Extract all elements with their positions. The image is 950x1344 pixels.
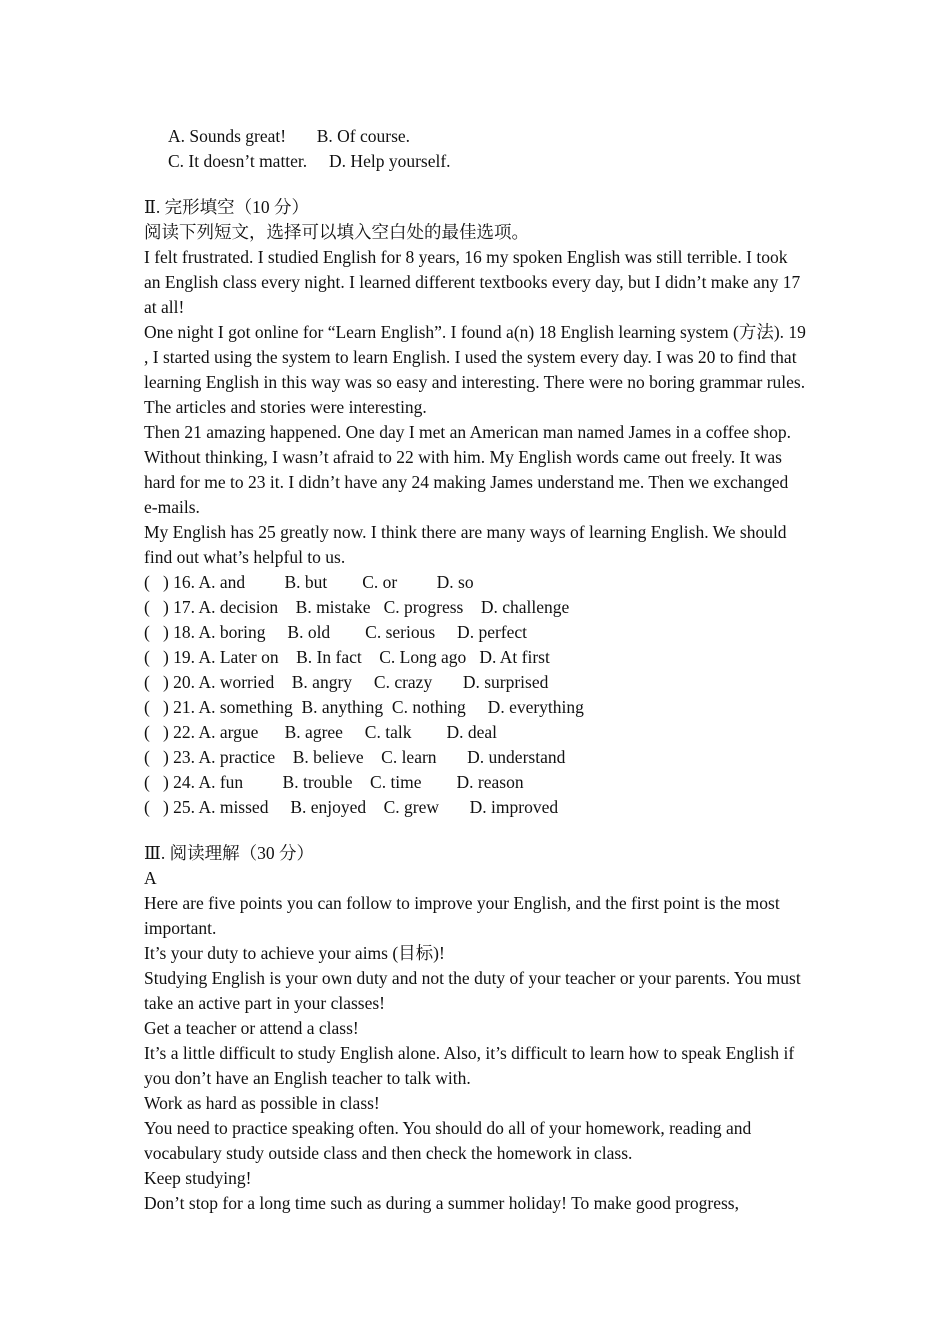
cloze-question: ( ) 19. A. Later on B. In fact C. Long ago D. At first	[144, 647, 550, 667]
reading-line: Don’t stop for a long time such as during a summer holiday! To make good progress,	[144, 1193, 739, 1213]
cloze-question: ( ) 24. A. fun B. trouble C. time D. reason	[144, 772, 524, 792]
spacer	[144, 820, 806, 841]
cloze-paragraph: My English has 25 greatly now. I think there are many ways of learning English. We should find out what’s helpful to us.	[144, 522, 787, 567]
reading-line: Here are five points you can follow to improve your English, and the first point is the most important.	[144, 893, 780, 938]
reading-line: Studying English is your own duty and not the duty of your teacher or your parents. You must take an active part in your classes!	[144, 968, 801, 1013]
section-3-title: Ⅲ. 阅读理解（30 分）	[144, 843, 315, 863]
cloze-paragraph: One night I got online for “Learn English”. I found a(n) 18 English learning system (方法). 19 , I started using the system to learn English. I used the system every day. I was 20 to find that learning English in this way was so easy and interesting. There were no boring grammar rules. The articles and stories were interesting.	[144, 322, 806, 417]
cloze-question: ( ) 20. A. worried B. angry C. crazy D. surprised	[144, 672, 549, 692]
option-line: A. Sounds great! B. Of course.	[168, 126, 411, 146]
reading-line: It’s a little difficult to study English alone. Also, it’s difficult to learn how to speak English if you don’t have an English teacher to talk with.	[144, 1043, 795, 1088]
passage-label: A	[144, 868, 157, 888]
cloze-question: ( ) 18. A. boring B. old C. serious D. perfect	[144, 622, 528, 642]
spacer	[144, 174, 806, 195]
document-page	[144, 124, 806, 1216]
reading-heading: It’s your duty to achieve your aims (目标)!	[144, 943, 445, 963]
cloze-paragraph: I felt frustrated. I studied English for 8 years, 16 my spoken English was still terrible. I took an English class every night. I learned different textbooks every day, but I didn’t make any 17 at all!	[144, 247, 801, 317]
reading-heading: Work as hard as possible in class!	[144, 1093, 380, 1113]
option-line: C. It doesn’t matter. D. Help yourself.	[168, 151, 451, 171]
section-2-title: Ⅱ. 完形填空（10 分）	[144, 197, 310, 217]
reading-heading: Keep studying!	[144, 1168, 252, 1188]
cloze-question: ( ) 21. A. something B. anything C. nothing D. everything	[144, 697, 584, 717]
section-2-instruction: 阅读下列短文，选择可以填入空白处的最佳选项。	[144, 222, 529, 242]
cloze-question: ( ) 23. A. practice B. believe C. learn D. understand	[144, 747, 566, 767]
cloze-question: ( ) 22. A. argue B. agree C. talk D. deal	[144, 722, 497, 742]
reading-heading: Get a teacher or attend a class!	[144, 1018, 359, 1038]
cloze-paragraph: Then 21 amazing happened. One day I met an American man named James in a coffee shop. Without thinking, I wasn’t afraid to 22 with him. My English words came out freely. It was hard for me to 23 it. I didn’t have any 24 making James understand me. Then we exchanged e-mails.	[144, 422, 791, 517]
cloze-question: ( ) 16. A. and B. but C. or D. so	[144, 572, 474, 592]
cloze-question: ( ) 25. A. missed B. enjoyed C. grew D. improved	[144, 797, 559, 817]
cloze-question: ( ) 17. A. decision B. mistake C. progress D. challenge	[144, 597, 570, 617]
reading-line: You need to practice speaking often. You should do all of your homework, reading and vocabulary study outside class and then check the homework in class.	[144, 1118, 752, 1163]
